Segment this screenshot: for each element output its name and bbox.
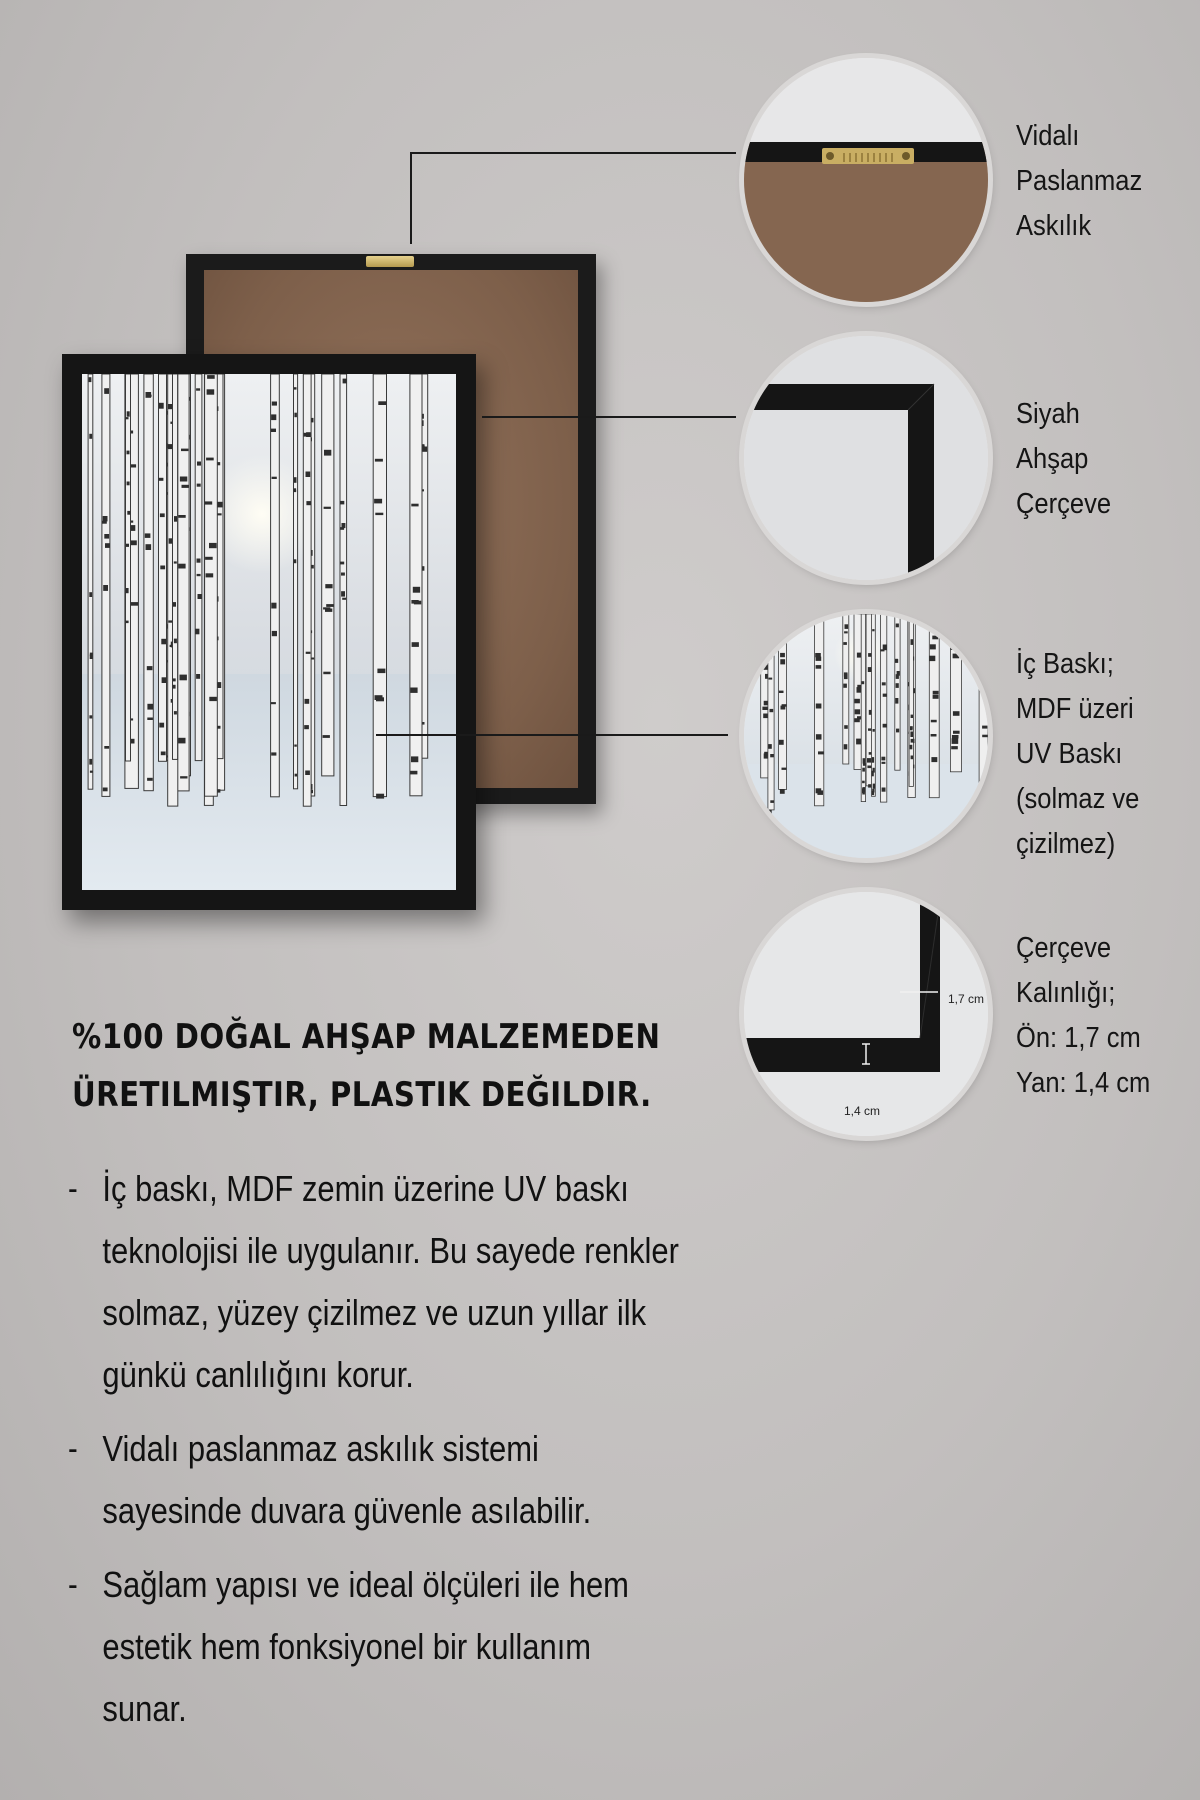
birch-bark-mark: [911, 715, 914, 718]
birch-trunk: [322, 374, 334, 776]
birch-bark-mark: [209, 543, 217, 548]
feature-item: [68, 1554, 687, 1740]
frame-corner-circle: [744, 336, 988, 580]
front-thickness-label: 1,7 cm: [948, 992, 985, 1006]
callout-hanger: [1016, 114, 1174, 249]
birch-bark-mark: [931, 757, 937, 762]
birch-bark-mark: [147, 666, 153, 670]
birch-bark-mark: [178, 515, 185, 518]
feature-list: [68, 1158, 687, 1752]
callout-frame: [1016, 392, 1174, 527]
callout-line-frame: [482, 416, 736, 418]
birch-bark-mark: [272, 402, 277, 406]
birch-bark-mark: [768, 810, 772, 815]
birch-bark-mark: [779, 691, 784, 693]
birch-bark-mark: [762, 665, 769, 670]
birch-bark-mark: [90, 771, 93, 773]
birch-bark-mark: [205, 501, 213, 504]
birch-bark-mark: [127, 411, 130, 416]
birch-bark-mark: [952, 735, 959, 739]
birch-bark-mark: [295, 774, 298, 777]
birch-bark-mark: [103, 516, 108, 521]
birch-bark-mark: [844, 672, 848, 676]
bullet-dash: -: [68, 1566, 78, 1604]
birch-bark-mark: [844, 631, 848, 633]
birch-bark-mark: [867, 758, 872, 763]
birch-bark-mark: [882, 762, 886, 764]
birch-trunk: [929, 614, 939, 798]
print-detail-circle: [744, 614, 988, 858]
birch-bark-mark: [160, 566, 165, 570]
birch-bark-mark: [929, 656, 935, 661]
birch-trunk: [779, 614, 787, 789]
birch-print-zoom: [744, 614, 988, 858]
birch-bark-mark: [764, 650, 771, 655]
birch-bark-mark: [323, 672, 330, 675]
birch-bark-mark: [180, 675, 187, 681]
birch-bark-mark: [862, 768, 865, 772]
birch-bark-mark: [873, 784, 875, 789]
birch-bark-mark: [178, 738, 185, 744]
birch-bark-mark: [196, 388, 200, 390]
birch-bark-mark: [343, 379, 347, 384]
callout-line-hanger-v: [410, 152, 412, 244]
feature-text-line: sayesinde duvara güvenle asılabilir.: [102, 1490, 592, 1531]
callout-line: çizilmez): [1016, 828, 1116, 860]
birch-bark-mark: [780, 653, 785, 657]
birch-bark-mark: [174, 561, 177, 563]
birch-trunk: [173, 374, 178, 759]
feature-item: [68, 1158, 687, 1406]
birch-bark-mark: [855, 709, 860, 714]
birch-bark-mark: [324, 507, 331, 509]
callout-line: MDF üzeri: [1016, 693, 1134, 725]
birch-bark-mark: [932, 636, 938, 640]
birch-bark-mark: [769, 678, 773, 680]
birch-bark-mark: [304, 725, 309, 729]
birch-bark-mark: [896, 729, 899, 733]
birch-bark-mark: [305, 699, 310, 704]
birch-bark-mark: [174, 639, 177, 644]
birch-bark-mark: [196, 674, 200, 679]
birch-bark-mark: [882, 788, 886, 792]
callout-line-print: [376, 734, 728, 736]
birch-bark-mark: [815, 653, 821, 657]
birch-bark-mark: [981, 785, 986, 788]
callout-line: Askılık: [1016, 210, 1092, 242]
callout-line: UV Baskı: [1016, 738, 1123, 770]
birch-bark-mark: [845, 624, 849, 629]
birch-bark-mark: [854, 718, 859, 722]
birch-trunk: [126, 374, 131, 761]
feature-text-line: Vidalı paslanmaz askılık sistemi: [102, 1428, 539, 1469]
birch-trunk: [895, 614, 900, 770]
callout-line: Ahşap: [1016, 443, 1089, 475]
birch-bark-mark: [126, 588, 129, 593]
birch-bark-mark: [271, 702, 276, 704]
birch-bark-mark: [378, 401, 386, 405]
callout-print: [1016, 642, 1174, 867]
birch-trunk: [177, 374, 189, 791]
birch-trunk: [340, 374, 347, 806]
birch-bark-mark: [105, 543, 110, 548]
birch-bark-mark: [768, 744, 772, 749]
birch-bark-mark: [410, 688, 417, 693]
birch-bark-mark: [911, 639, 914, 645]
birch-bark-mark: [816, 704, 822, 709]
birch-bark-mark: [324, 450, 331, 456]
bullet-dash: -: [68, 1430, 78, 1468]
birch-bark-mark: [844, 744, 848, 749]
callout-line: Kalınlığı;: [1016, 977, 1116, 1009]
birch-trunk: [979, 614, 988, 804]
birch-bark-mark: [872, 791, 874, 795]
birch-bark-mark: [933, 691, 939, 694]
callout-line: Vidalı: [1016, 120, 1080, 152]
birch-bark-mark: [816, 734, 822, 739]
feature-text-line: İç baskı, MDF zemin üzerine UV baskı: [102, 1168, 629, 1209]
callout-line: Paslanmaz: [1016, 165, 1143, 197]
birch-bark-mark: [159, 403, 164, 409]
feature-text-line: teknolojisi ile uygulanır. Bu sayede renkler: [102, 1230, 679, 1271]
hanger-detail-circle: [744, 58, 988, 302]
thickness-detail-circle: [744, 892, 988, 1136]
birch-bark-mark: [197, 462, 201, 466]
callout-line: Siyah: [1016, 398, 1080, 430]
birch-bark-mark: [952, 738, 959, 744]
feature-text-line: estetik hem fonksiyonel bir kullanım: [102, 1626, 592, 1667]
birch-bark-mark: [180, 776, 187, 778]
birch-bark-mark: [982, 726, 987, 729]
birch-bark-mark: [306, 501, 311, 505]
birch-bark-mark: [325, 609, 332, 612]
birch-bark-mark: [207, 375, 215, 379]
callout-line-hanger-h: [410, 152, 736, 154]
birch-bark-mark: [856, 739, 861, 745]
birch-bark-mark: [209, 697, 217, 701]
birch-bark-mark: [375, 459, 383, 462]
birch-trunk: [271, 374, 280, 797]
birch-bark-mark: [161, 752, 166, 756]
birch-bark-mark: [89, 715, 92, 718]
birch-forest-art: [82, 374, 456, 890]
birch-bark-mark: [377, 669, 385, 674]
birch-bark-mark: [89, 434, 92, 439]
birch-bark-mark: [411, 756, 418, 762]
birch-bark-mark: [160, 513, 165, 517]
birch-bark-mark: [342, 598, 346, 600]
birch-bark-mark: [195, 629, 199, 635]
birch-bark-mark: [271, 603, 276, 609]
birch-bark-mark: [930, 644, 936, 649]
birch-trunk: [294, 374, 298, 789]
feature-item: [68, 1418, 687, 1542]
birch-bark-mark: [982, 735, 987, 738]
birch-bark-mark: [174, 711, 177, 714]
feature-text-line: Sağlam yapısı ve ideal ölçüleri ile hem: [102, 1564, 629, 1605]
headline-line: %100 DOĞAL AHŞAP MALZEMEDEN: [72, 1017, 661, 1057]
bullet-dash: -: [68, 1170, 78, 1208]
birch-bark-mark: [769, 631, 773, 637]
birch-bark-mark: [198, 594, 202, 599]
birch-bark-mark: [910, 726, 913, 729]
birch-bark-mark: [103, 585, 108, 591]
birch-bark-mark: [323, 735, 330, 738]
birch-bark-mark: [104, 388, 109, 394]
birch-bark-mark: [272, 631, 277, 636]
birch-bark-mark: [981, 682, 986, 686]
headline: [72, 1008, 674, 1124]
birch-bark-mark: [272, 477, 277, 479]
birch-bark-mark: [770, 800, 774, 803]
birch-bark-mark: [883, 724, 887, 728]
headline-line: ÜRETILMIŞTIR, PLASTIK DEĞILDIR.: [72, 1075, 652, 1115]
birch-bark-mark: [954, 634, 961, 637]
birch-bark-mark: [127, 451, 130, 455]
birch-bark-mark: [174, 517, 177, 521]
birch-bark-mark: [173, 678, 176, 681]
birch-trunk: [205, 374, 218, 796]
birch-bark-mark: [980, 681, 985, 685]
birch-bark-mark: [855, 699, 860, 704]
birch-bark-mark: [770, 709, 774, 712]
birch-bark-mark: [90, 654, 93, 659]
callout-thickness: [1016, 926, 1174, 1106]
birch-bark-mark: [931, 734, 937, 737]
birch-bark-mark: [412, 642, 419, 647]
birch-bark-mark: [294, 477, 297, 483]
birch-bark-mark: [294, 559, 297, 563]
birch-bark-mark: [341, 573, 345, 576]
birch-forest-print: [82, 374, 456, 890]
birch-bark-mark: [145, 533, 151, 538]
birch-trunk: [861, 614, 865, 802]
hanger-icon: [366, 256, 414, 267]
birch-bark-mark: [305, 771, 310, 776]
birch-bark-mark: [375, 513, 383, 515]
birch-bark-mark: [104, 746, 109, 749]
birch-bark-mark: [340, 527, 344, 530]
birch-bark-mark: [816, 788, 822, 793]
birch-bark-mark: [294, 490, 297, 492]
callout-line: (solmaz ve: [1016, 783, 1140, 815]
birch-bark-mark: [197, 484, 201, 487]
birch-bark-mark: [980, 645, 985, 650]
birch-bark-mark: [896, 674, 899, 679]
birch-bark-mark: [951, 746, 958, 749]
birch-bark-mark: [306, 472, 311, 478]
birch-bark-mark: [862, 781, 865, 784]
birch-bark-mark: [780, 659, 785, 664]
birch-bark-mark: [306, 652, 311, 654]
frame-corner-icon: [744, 336, 988, 580]
frame-front-view: [62, 354, 476, 910]
birch-bark-mark: [340, 501, 344, 505]
birch-bark-mark: [89, 592, 92, 597]
birch-bark-mark: [181, 449, 188, 452]
birch-bark-mark: [782, 768, 787, 770]
side-thickness-label: 1,4 cm: [844, 1104, 881, 1118]
birch-bark-mark: [161, 639, 166, 645]
birch-bark-mark: [294, 745, 297, 747]
birch-bark-mark: [103, 788, 108, 792]
feature-text-line: günkü canlılığını korur.: [102, 1354, 414, 1395]
birch-bark-mark: [872, 757, 874, 763]
birch-bark-mark: [340, 562, 344, 565]
birch-trunk: [410, 374, 422, 796]
birch-bark-mark: [147, 778, 153, 781]
birch-bark-mark: [182, 485, 189, 488]
birch-bark-mark: [872, 771, 874, 777]
birch-bark-mark: [863, 758, 866, 763]
birch-bark-mark: [294, 413, 297, 418]
birch-bark-mark: [843, 642, 847, 645]
birch-bark-mark: [159, 478, 164, 481]
birch-bark-mark: [910, 745, 913, 750]
birch-bark-mark: [271, 429, 276, 432]
birch-bark-mark: [126, 621, 129, 624]
birch-trunk: [815, 614, 824, 806]
birch-bark-mark: [779, 740, 784, 745]
birch-bark-mark: [146, 544, 152, 550]
birch-bark-mark: [770, 754, 774, 757]
birch-bark-mark: [294, 387, 297, 389]
callout-line: İç Baskı;: [1016, 648, 1114, 680]
birch-bark-mark: [844, 725, 848, 729]
birch-bark-mark: [173, 685, 176, 689]
birch-bark-mark: [126, 544, 129, 547]
birch-bark-mark: [410, 771, 417, 775]
birch-bark-mark: [178, 564, 185, 569]
birch-trunk: [303, 374, 311, 806]
birch-bark-mark: [271, 414, 276, 420]
callout-line: Çerçeve: [1016, 932, 1112, 964]
birch-bark-mark: [843, 684, 847, 688]
birch-bark-mark: [953, 731, 960, 734]
birch-bark-mark: [953, 711, 960, 716]
birch-bark-mark: [341, 591, 345, 596]
birch-bark-mark: [197, 559, 201, 563]
callout-line: Ön: 1,7 cm: [1016, 1022, 1141, 1054]
birch-bark-mark: [933, 695, 939, 699]
birch-bark-mark: [130, 602, 138, 606]
birch-bark-mark: [782, 704, 787, 707]
birch-bark-mark: [873, 729, 875, 732]
birch-bark-mark: [89, 377, 92, 382]
birch-bark-mark: [895, 659, 898, 663]
birch-bark-mark: [205, 557, 213, 560]
birch-bark-mark: [146, 395, 152, 397]
birch-bark-mark: [881, 649, 885, 651]
birch-bark-mark: [206, 458, 214, 461]
birch-trunk: [195, 374, 202, 761]
birch-bark-mark: [953, 654, 960, 659]
birch-bark-mark: [413, 587, 420, 593]
feature-text-line: sunar.: [102, 1688, 187, 1729]
birch-bark-mark: [147, 718, 153, 721]
birch-bark-mark: [881, 757, 885, 761]
birch-bark-mark: [818, 751, 824, 754]
birch-bark-mark: [883, 694, 887, 697]
birch-bark-mark: [104, 534, 109, 539]
birch-bark-mark: [411, 504, 418, 507]
birch-bark-mark: [911, 739, 914, 743]
birch-bark-mark: [89, 759, 92, 765]
birch-bark-mark: [816, 665, 822, 669]
birch-bark-mark: [895, 698, 898, 704]
birch-bark-mark: [147, 704, 153, 710]
birch-bark-mark: [780, 789, 785, 794]
birch-trunk: [144, 374, 153, 791]
birch-bark-mark: [207, 389, 215, 394]
birch-bark-mark: [951, 644, 958, 650]
birch-bark-mark: [910, 732, 913, 738]
birch-bark-mark: [414, 601, 421, 605]
birch-bark-mark: [862, 790, 865, 795]
birch-bark-mark: [896, 624, 899, 628]
birch-bark-mark: [896, 683, 899, 688]
birch-bark-mark: [306, 432, 311, 437]
birch-bark-mark: [981, 800, 986, 803]
birch-bark-mark: [374, 499, 382, 504]
callout-line: Çerçeve: [1016, 488, 1112, 520]
birch-bark-mark: [375, 695, 383, 700]
birch-bark-mark: [173, 602, 176, 607]
birch-bark-mark: [126, 417, 129, 419]
birch-bark-mark: [162, 677, 167, 683]
callout-line: Yan: 1,4 cm: [1016, 1067, 1151, 1099]
birch-bark-mark: [376, 794, 384, 799]
birch-bark-mark: [206, 573, 214, 577]
birch-bark-mark: [326, 604, 333, 607]
birch-trunk: [880, 614, 886, 802]
birch-bark-mark: [862, 681, 865, 684]
birch-bark-mark: [127, 511, 130, 515]
birch-bark-mark: [769, 619, 773, 622]
birch-bark-mark: [931, 720, 937, 723]
feature-text-line: solmaz, yüzey çizilmez ve uzun yıllar ilk: [102, 1292, 647, 1333]
birch-bark-mark: [872, 629, 874, 631]
birch-bark-mark: [981, 648, 986, 651]
birch-trunk: [843, 614, 849, 764]
birch-bark-mark: [127, 482, 130, 486]
birch-bark-mark: [159, 723, 164, 728]
birch-bark-mark: [911, 756, 914, 760]
birch-bark-mark: [197, 574, 201, 576]
birch-bark-mark: [882, 682, 886, 685]
birch-bark-mark: [271, 752, 276, 755]
birch-bark-mark: [180, 477, 187, 482]
birch-bark-mark: [325, 584, 332, 588]
